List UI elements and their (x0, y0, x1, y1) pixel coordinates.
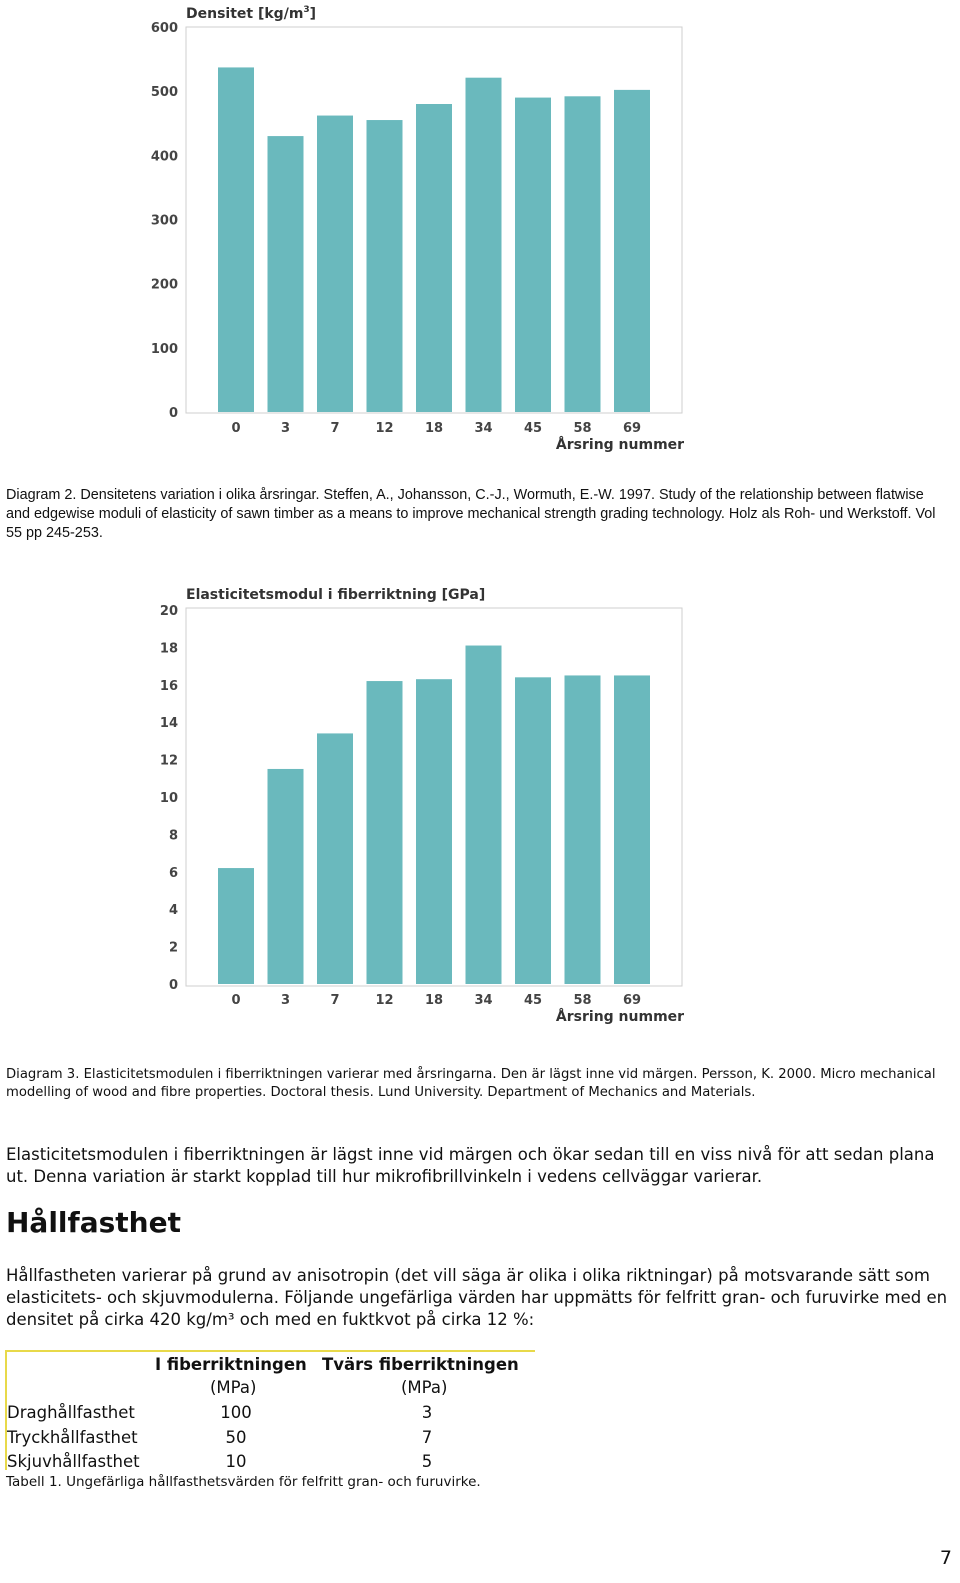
bar (367, 681, 403, 984)
bar (416, 104, 452, 412)
table-cell: 100 (220, 1403, 252, 1422)
bar (565, 675, 601, 984)
bar (317, 116, 353, 412)
x-tick-label: 69 (622, 421, 642, 436)
table-caption: Tabell 1. Ungefärliga hållfasthetsvärden för felfritt gran- och furuvirke. (6, 1474, 481, 1490)
x-tick-label: 18 (424, 993, 444, 1008)
chart-title: Elasticitetsmodul i fiberriktning [GPa] (186, 587, 486, 603)
x-axis-label: Årsring nummer (555, 437, 685, 453)
diagram-2-caption: Diagram 2. Densitetens variation i olika årsringar. Steffen, A., Johansson, C.-J., Wormuth, E.-W. 1997. Study of the relationship between flatwise and edgewise moduli of elasticity of sawn timber as a means to improve mechanical strength grading technology. Holz als Roh- und Werkstoff. Vol 55 pp 245-253. (6, 487, 936, 541)
column-header: Tvärs fiberriktningen (322, 1355, 519, 1374)
y-tick-label: 14 (159, 716, 178, 732)
body-paragraph-2: Hållfastheten varierar på grund av anisotropin (det vill säga är olika i olika riktningar) på motsvarande sätt som elasticitets- och skjuvmodulerna. Följande ungefärliga värden har uppmätts för felfritt gran- och furuvirke med en densitet på cirka 420 kg/m³ och med en fuktkvot på cirka 12 %: (6, 1266, 948, 1329)
y-tick-label: 200 (150, 277, 178, 293)
x-tick-label: 3 (280, 421, 291, 436)
y-tick-label: 10 (159, 791, 178, 806)
bar (367, 120, 403, 412)
density-chart-svg (0, 0, 700, 470)
y-tick-label: 300 (150, 213, 178, 229)
y-tick-label: 4 (168, 903, 178, 919)
x-tick-label: 58 (573, 993, 592, 1008)
x-tick-label: 0 (231, 421, 241, 436)
x-tick-label: 69 (622, 993, 642, 1008)
x-tick-label: 12 (375, 421, 394, 436)
bar (565, 96, 601, 412)
y-tick-label: 12 (159, 753, 178, 769)
bar (268, 136, 304, 412)
y-tick-label: 600 (150, 21, 178, 36)
bar (466, 646, 502, 984)
bar (317, 733, 353, 984)
row-label: Tryckhållfasthet (7, 1428, 138, 1447)
table-cell: 5 (421, 1452, 433, 1471)
y-tick-label: 500 (150, 85, 178, 101)
x-tick-label: 12 (375, 993, 394, 1008)
x-tick-label: 45 (523, 993, 543, 1008)
x-tick-label: 7 (330, 993, 340, 1008)
column-unit: (MPa) (401, 1378, 448, 1397)
y-tick-label: 400 (150, 149, 178, 165)
diagram-3-caption: Diagram 3. Elasticitetsmodulen i fiberriktningen varierar med årsringarna. Den är lägst inne vid märgen. Persson, K. 2000. Micro mechanical modelling of wood and fibre properties. Doctoral thesis. Lund University. Department of Mechanics and Materials. (6, 1067, 936, 1100)
y-tick-label: 2 (168, 940, 178, 956)
section-heading: Hållfasthet (6, 1206, 181, 1239)
y-tick-label: 6 (168, 865, 178, 881)
table-cell: 50 (225, 1428, 247, 1447)
y-tick-label: 0 (168, 978, 178, 993)
x-tick-label: 34 (474, 993, 493, 1008)
x-tick-label: 18 (424, 421, 444, 436)
bar (466, 78, 502, 412)
density-chart (0, 0, 700, 470)
bar (515, 677, 551, 984)
x-tick-label: 7 (330, 421, 340, 436)
x-tick-label: 3 (280, 993, 291, 1008)
x-tick-label: 0 (231, 993, 241, 1008)
row-label: Skjuvhållfasthet (7, 1452, 140, 1471)
y-tick-label: 8 (168, 828, 178, 844)
row-label: Draghållfasthet (7, 1403, 135, 1422)
table-cell: 3 (421, 1403, 433, 1422)
page-number: 7 (939, 1547, 952, 1569)
elasticity-chart (0, 578, 700, 1038)
x-tick-label: 34 (474, 421, 493, 436)
table-cell: 10 (225, 1452, 247, 1471)
bar (614, 90, 650, 412)
bar (218, 868, 254, 984)
y-tick-label: 16 (159, 678, 178, 694)
y-tick-label: 20 (159, 604, 178, 619)
column-unit: (MPa) (210, 1378, 257, 1397)
y-tick-label: 100 (150, 341, 178, 357)
table-cell: 7 (421, 1428, 433, 1447)
x-tick-label: 58 (573, 421, 592, 436)
chart-title: Densitet $[kg/m^3]$ (186, 5, 317, 22)
elasticity-chart-svg (0, 578, 700, 1038)
bar (416, 679, 452, 984)
body-paragraph-1: Elasticitetsmodulen i fiberriktningen är lägst inne vid märgen och ökar sedan till en viss nivå för att sedan plana ut. Denna variation är starkt kopplad till hur mikrofibrillvinkeln i vedens cellväggar varierar. (6, 1145, 935, 1186)
bar (268, 769, 304, 984)
y-tick-label: 18 (159, 641, 178, 657)
bar (218, 67, 254, 412)
x-tick-label: 45 (523, 421, 543, 436)
bar (515, 98, 551, 412)
y-tick-label: 0 (168, 406, 178, 421)
x-axis-label: Årsring nummer (555, 1009, 685, 1025)
bar (614, 675, 650, 984)
column-header: I fiberriktningen (155, 1355, 307, 1374)
table-top-rule (5, 1350, 535, 1352)
